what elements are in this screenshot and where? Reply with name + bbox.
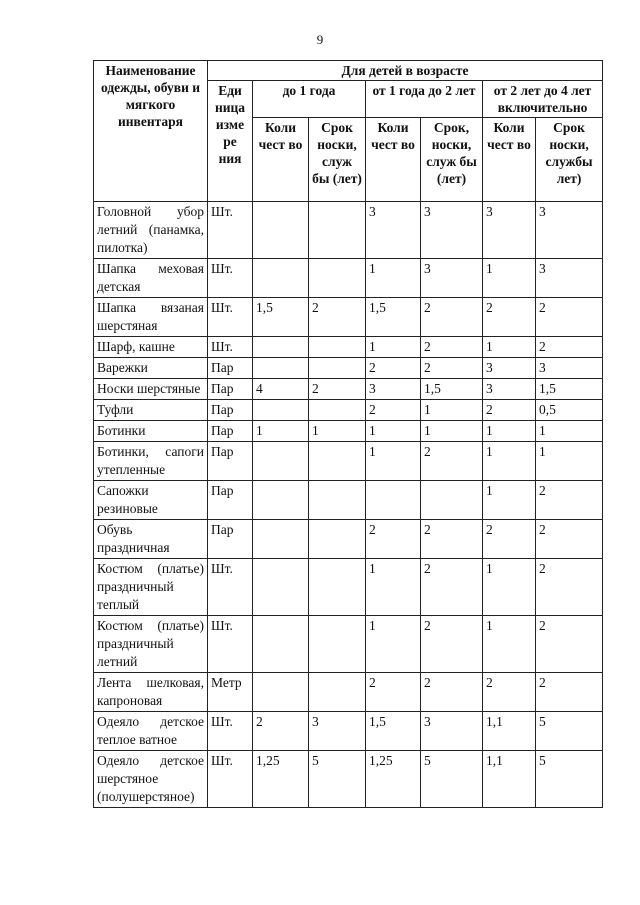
item-name: Ботинки, сапоги утепленные — [94, 442, 208, 481]
item-value: 3 — [483, 202, 536, 259]
item-value: 1,25 — [253, 751, 309, 808]
item-value: 2 — [421, 673, 483, 712]
item-value — [309, 481, 366, 520]
item-value: 3 — [536, 358, 603, 379]
header-term-0: Срок носки, служ бы (лет) — [309, 118, 366, 202]
table-body — [94, 202, 603, 808]
item-value: 1,1 — [483, 712, 536, 751]
item-value: 2 — [536, 337, 603, 358]
item-unit: Шт. — [208, 259, 253, 298]
header-term-1: Срок, носки, служ бы (лет) — [421, 118, 483, 202]
item-value: 2 — [421, 616, 483, 673]
item-value: 3 — [366, 202, 421, 259]
item-value: 2 — [366, 358, 421, 379]
item-value — [421, 481, 483, 520]
item-unit: Пар — [208, 520, 253, 559]
item-value — [309, 616, 366, 673]
item-name: Шарф, кашне — [94, 337, 208, 358]
table-row — [94, 751, 603, 808]
item-value: 1 — [366, 259, 421, 298]
header-term-2: Срок носки, службы лет) — [536, 118, 603, 202]
header-name: Наименование одежды, обуви и мягкого инвентаря — [94, 61, 208, 202]
item-value: 3 — [483, 358, 536, 379]
item-value: 2 — [536, 298, 603, 337]
item-value: 1 — [483, 442, 536, 481]
item-value — [309, 520, 366, 559]
table-row — [94, 298, 603, 337]
item-value: 1,5 — [366, 298, 421, 337]
item-value: 1 — [253, 421, 309, 442]
item-value: 1 — [366, 442, 421, 481]
page-number: 9 — [316, 32, 324, 47]
item-value: 2 — [253, 712, 309, 751]
item-value: 1,5 — [366, 712, 421, 751]
item-value — [253, 358, 309, 379]
item-value — [309, 673, 366, 712]
item-unit: Шт. — [208, 559, 253, 616]
item-value: 2 — [309, 298, 366, 337]
item-value: 2 — [421, 337, 483, 358]
header-age-2: от 2 лет до 4 лет включительно — [483, 81, 603, 118]
item-name: Носки шерстяные — [94, 379, 208, 400]
item-value: 3 — [421, 202, 483, 259]
header-unit: Еди ница изме ре ния — [208, 81, 253, 202]
item-value — [309, 259, 366, 298]
item-value — [253, 616, 309, 673]
item-name: Одеяло детское шерстяное (полушерстяное) — [94, 751, 208, 808]
item-name: Варежки — [94, 358, 208, 379]
item-unit: Шт. — [208, 616, 253, 673]
item-unit: Шт. — [208, 337, 253, 358]
table-row — [94, 202, 603, 259]
item-value: 4 — [253, 379, 309, 400]
item-value: 1,25 — [366, 751, 421, 808]
item-unit: Пар — [208, 421, 253, 442]
item-name: Шапка меховая детская — [94, 259, 208, 298]
item-value: 2 — [536, 481, 603, 520]
item-value — [309, 358, 366, 379]
item-value — [253, 559, 309, 616]
item-value: 0,5 — [536, 400, 603, 421]
item-value: 1 — [536, 421, 603, 442]
item-value: 2 — [483, 400, 536, 421]
item-value: 1 — [421, 421, 483, 442]
item-unit: Метр — [208, 673, 253, 712]
table-row — [94, 481, 603, 520]
item-value: 2 — [536, 520, 603, 559]
table-row — [94, 400, 603, 421]
item-name: Ботинки — [94, 421, 208, 442]
item-name: Шапка вязаная шерстяная — [94, 298, 208, 337]
item-value: 1 — [483, 259, 536, 298]
item-value: 1 — [421, 400, 483, 421]
table-row — [94, 712, 603, 751]
header-age-group: Для детей в возрасте — [208, 61, 603, 81]
item-unit: Шт. — [208, 298, 253, 337]
item-value: 2 — [536, 616, 603, 673]
item-value: 1 — [483, 559, 536, 616]
item-unit: Пар — [208, 358, 253, 379]
item-value: 2 — [421, 442, 483, 481]
item-value — [253, 442, 309, 481]
item-value: 2 — [421, 298, 483, 337]
item-value: 3 — [366, 379, 421, 400]
item-name: Костюм (платье) праздничный летний — [94, 616, 208, 673]
item-value: 3 — [483, 379, 536, 400]
item-value: 2 — [536, 673, 603, 712]
header-age-0: до 1 года — [253, 81, 366, 118]
item-value — [366, 481, 421, 520]
item-value — [253, 520, 309, 559]
item-unit: Пар — [208, 379, 253, 400]
item-value: 2 — [309, 379, 366, 400]
item-value: 2 — [421, 520, 483, 559]
item-value: 1 — [483, 337, 536, 358]
table-row — [94, 520, 603, 559]
item-value: 3 — [421, 712, 483, 751]
table-row — [94, 358, 603, 379]
item-name: Обувь праздничная — [94, 520, 208, 559]
item-value: 2 — [536, 559, 603, 616]
item-value — [309, 337, 366, 358]
item-value: 1 — [483, 616, 536, 673]
item-value — [309, 202, 366, 259]
item-value: 1,5 — [421, 379, 483, 400]
item-name: Туфли — [94, 400, 208, 421]
table-row — [94, 559, 603, 616]
item-value — [253, 259, 309, 298]
item-value: 2 — [483, 520, 536, 559]
item-value — [309, 442, 366, 481]
table-row — [94, 421, 603, 442]
item-value: 3 — [536, 259, 603, 298]
header-qty-0: Коли чест во — [253, 118, 309, 202]
item-value: 1 — [536, 442, 603, 481]
item-name: Головной убор летний (панамка, пилотка) — [94, 202, 208, 259]
item-value: 3 — [421, 259, 483, 298]
item-value — [309, 400, 366, 421]
item-value: 5 — [536, 712, 603, 751]
item-name: Костюм (платье) праздничный теплый — [94, 559, 208, 616]
clothing-norms-table — [93, 60, 603, 808]
item-value: 5 — [536, 751, 603, 808]
item-value: 1 — [366, 421, 421, 442]
item-value — [253, 202, 309, 259]
item-value: 1 — [483, 481, 536, 520]
table-row — [94, 673, 603, 712]
table-row — [94, 442, 603, 481]
table-row — [94, 616, 603, 673]
item-value: 1 — [366, 559, 421, 616]
item-unit: Шт. — [208, 712, 253, 751]
item-value: 2 — [421, 559, 483, 616]
item-value: 2 — [483, 673, 536, 712]
item-name: Одеяло детское теплое ватное — [94, 712, 208, 751]
item-unit: Пар — [208, 400, 253, 421]
header-qty-1: Коли чест во — [366, 118, 421, 202]
item-value: 2 — [366, 520, 421, 559]
item-value — [253, 400, 309, 421]
item-value: 1 — [366, 616, 421, 673]
item-value: 1 — [483, 421, 536, 442]
table-row — [94, 259, 603, 298]
item-value: 2 — [421, 358, 483, 379]
item-value: 3 — [309, 712, 366, 751]
item-value: 1,5 — [253, 298, 309, 337]
item-value: 5 — [421, 751, 483, 808]
header-row-1 — [94, 61, 603, 81]
item-value: 2 — [366, 400, 421, 421]
item-name: Лента шелковая, капроновая — [94, 673, 208, 712]
item-value: 2 — [483, 298, 536, 337]
item-value — [253, 673, 309, 712]
item-value — [309, 559, 366, 616]
item-value: 1,1 — [483, 751, 536, 808]
item-value: 2 — [366, 673, 421, 712]
header-age-1: от 1 года до 2 лет — [366, 81, 483, 118]
header-qty-2: Коли чест во — [483, 118, 536, 202]
item-value: 1,5 — [536, 379, 603, 400]
item-value — [253, 337, 309, 358]
item-name: Сапожки резиновые — [94, 481, 208, 520]
item-unit: Шт. — [208, 751, 253, 808]
item-value: 1 — [309, 421, 366, 442]
item-unit: Шт. — [208, 202, 253, 259]
item-value — [253, 481, 309, 520]
item-value: 1 — [366, 337, 421, 358]
table-row — [94, 379, 603, 400]
item-value: 5 — [309, 751, 366, 808]
item-unit: Пар — [208, 442, 253, 481]
item-unit: Пар — [208, 481, 253, 520]
item-value: 3 — [536, 202, 603, 259]
table-row — [94, 337, 603, 358]
